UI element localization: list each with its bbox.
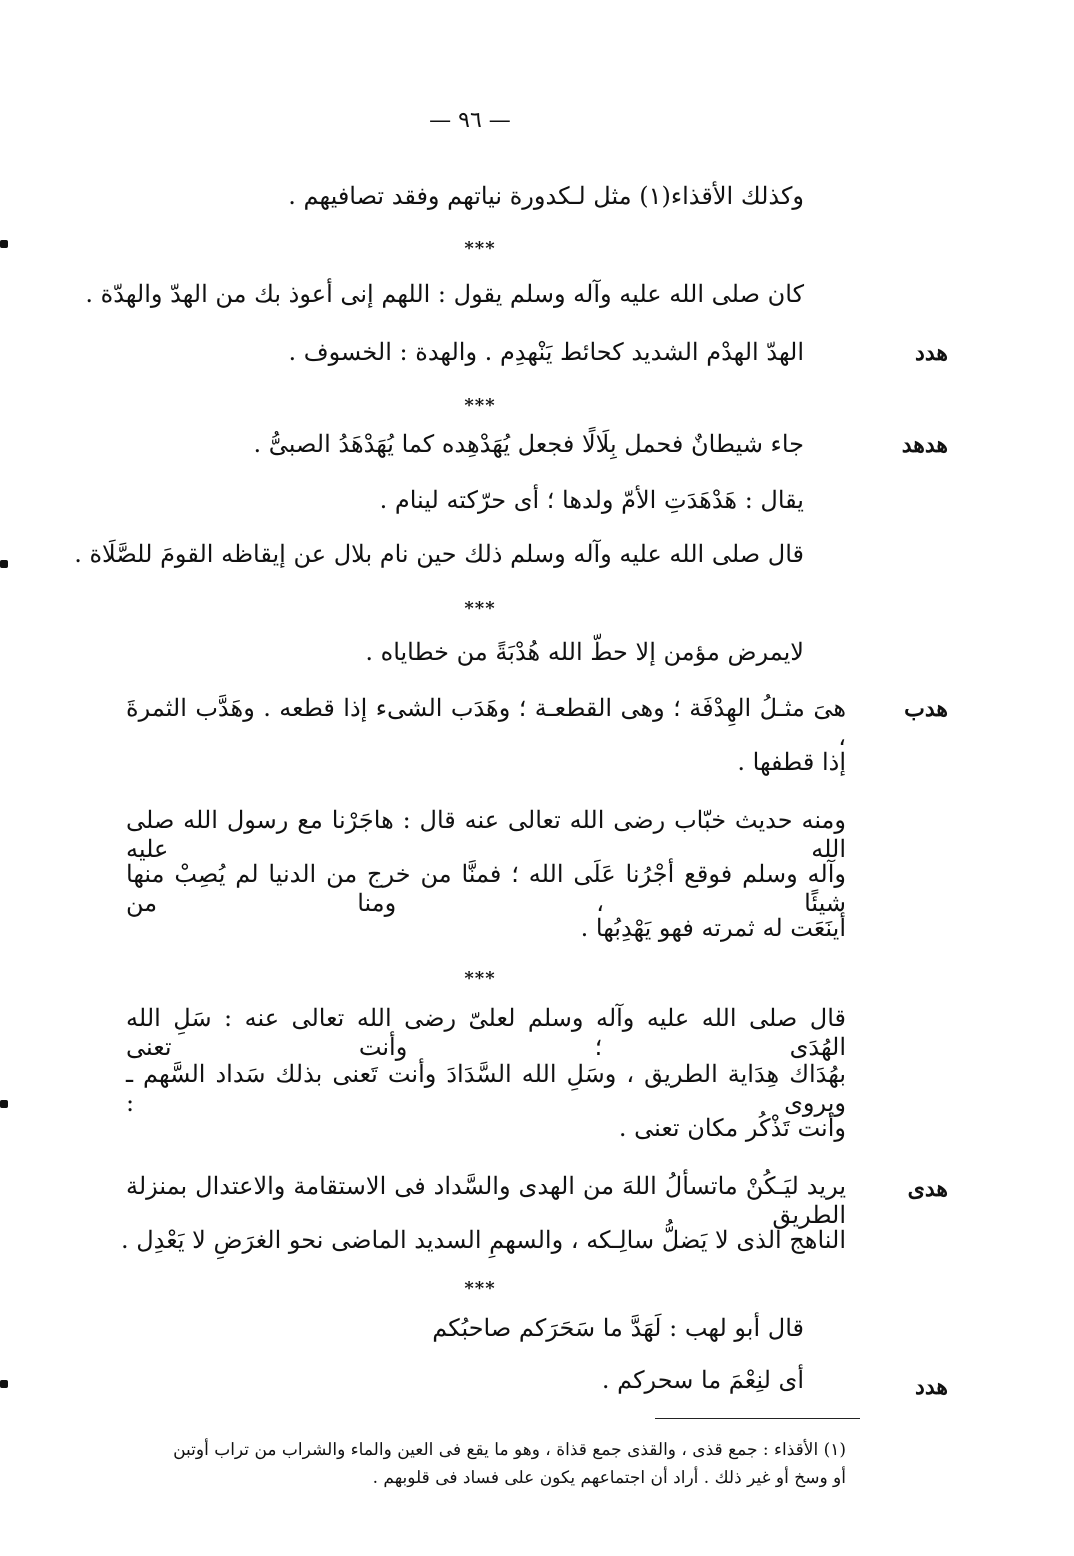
section-separator: *** [464,238,496,259]
root-word: هدهد [901,432,948,458]
gloss-text: قال صلى الله عليه وآله وسلم ذلك حين نام بلال عن إيقاظه القومَ للصَّلَاة . [74,540,804,568]
gloss-text: الناهج الذى لا يَضلُّ سالِـكه ، والسهمِ السديد الماضى نحو الغرَضِ لا يَعْدِل . [120,1226,846,1254]
margin-mark [0,1100,8,1108]
margin-mark [0,1380,8,1388]
verse-text: قال أبو لهب : لَهَدَّ ما سَحَرَكم صاحبُكم [432,1314,804,1342]
section-separator: *** [464,1278,496,1299]
gloss-text: أى لنِعْمَ ما سحركم . [601,1366,804,1394]
section-separator: *** [464,395,496,416]
root-word: هدى [907,1176,948,1202]
gloss-text: الهدّ الهدْم الشديد كحائط يَنْهدِم . والهدة : الخسوف . [288,338,804,366]
footnote-separator [655,1418,860,1419]
text-line: وكذلك الأقذاء(١) مثل لـكدورة نياتهم وفقد تصافيهم . [288,182,804,210]
hadith-text: وأنت تَذْكُر مكان تعنى . [618,1114,846,1142]
section-separator: *** [464,968,496,989]
root-word: هدد [915,340,948,366]
gloss-text: وآله وسلم فوقع أجْرُنا عَلَى الله ؛ فمنَّا من خرج من الدنيا لم يُصِبْ منها شيئًا ، ومنا من [126,860,846,917]
gloss-text: هىَ مثـلُ الهِدْفَة ؛ وهى القطعـة ؛ وهَدَب الشىء إذا قطعه . وهَدَّب الثمرةَ ، [126,694,846,751]
hadith-text: جاء شيطانٌ فحمل بِلَالًا فجعل يُهَدْهِده كما يُهَدْهَدُ الصبىُّ . [253,430,804,458]
gloss-text: ومنه حديث خبّاب رضى الله تعالى عنه قال : هاجَرْنا مع رسول الله صلى الله عليه [126,806,846,863]
root-word: هدب [904,696,948,722]
margin-mark [0,560,8,568]
hadith-text: لايمرض مؤمن إلا حطّ الله هُدْبَةً من خطاياه . [365,638,804,666]
gloss-text: يريد ليَـكُنْ ماتسألُ اللهَ من الهدى والسَّداد فى الاستقامة والاعتدال بمنزلة الطريق [126,1172,847,1229]
footnote-text: أو وسخ أو غير ذلك . أراد أن اجتماعهم يكون على فساد فى قلوبهم . [372,1468,846,1488]
gloss-text: يقال : هَدْهَدَتِ الأمّ ولدها ؛ أى حرّكته لينام . [379,486,804,514]
hadith-text: قال صلى الله عليه وآله وسلم لعلىّ رضى الله تعالى عنه : سَلِ الله الهُدَى ؛ وأنت تعنى [126,1004,846,1061]
section-separator: *** [464,598,496,619]
page-number: — ٩٦ — [429,108,511,133]
footnote-text: (١) الأقذاء : جمع قذى ، والقذى جمع قذاة ، وهو ما يقع فى العين والماء والشراب من تراب أوتبن [173,1440,846,1460]
hadith-text: كان صلى الله عليه وآله وسلم يقول : اللهم إنى أعوذ بك من الهدّ والهدّة . [85,280,804,308]
gloss-text: إذا قطفها . [737,748,846,776]
root-word: هدد [915,1374,948,1400]
gloss-text: أينَعَت له ثمرته فهو يَهْدِبُها . [580,914,846,942]
hadith-text: بهُدَاك هِدَاية الطريق ، وسَلِ الله السَّدَادَ وأنت تَعنى بذلك سَداد السَّهم ـ ويروى : [126,1060,846,1117]
